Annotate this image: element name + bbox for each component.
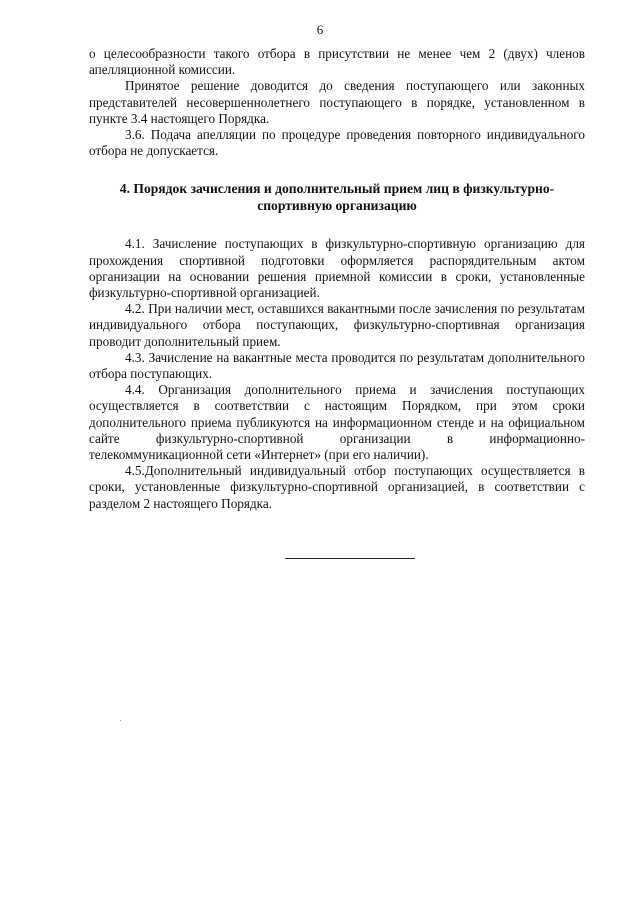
paragraph-decision: Принятое решение доводится до сведения поступающего или законных представителей несовершеннолетнего поступающего в порядке, установленном в пункте 3.4 настоящего Порядка.	[89, 78, 585, 126]
scan-speck	[120, 720, 121, 721]
paragraph-4-1: 4.1. Зачисление поступающих в физкультурно-спортивную организацию для прохождения спортивной подготовки оформляется распорядительным актом организации на основании решения приемной комиссии в сроки, установленные физкультурно-спортивной организацией.	[89, 236, 585, 301]
document-body	[89, 46, 585, 512]
paragraph-4-2: 4.2. При наличии мест, оставшихся вакантными после зачисления по результатам индивидуального отбора поступающих, физкультурно-спортивная организация проводит дополнительный прием.	[89, 301, 585, 349]
paragraph-3-6: 3.6. Подача апелляции по процедуре проведения повторного индивидуального отбора не допускается.	[89, 127, 585, 159]
end-of-document-rule	[285, 558, 415, 559]
section-heading: 4. Порядок зачисления и дополнительный прием лиц в физкультурно-спортивную организацию	[119, 181, 555, 214]
paragraph-4-4: 4.4. Организация дополнительного приема и зачисления поступающих осуществляется в соответствии с настоящим Порядком, при этом сроки дополнительного приема публикуются на информационном стенде и на официальном сайте физкультурно-спортивной организации в информационно-телекоммуникационной сети «Интернет» (при его наличии).	[89, 382, 585, 463]
page-number: 6	[316, 22, 324, 37]
paragraph-4-5: 4.5.Дополнительный индивидуальный отбор поступающих осуществляется в сроки, установленные физкультурно-спортивной организацией, в соответствии с разделом 2 настоящего Порядка.	[89, 463, 585, 511]
paragraph-continuation: о целесообразности такого отбора в присутствии не менее чем 2 (двух) членов апелляционной комиссии.	[89, 46, 585, 78]
paragraph-4-3: 4.3. Зачисление на вакантные места проводится по результатам дополнительного отбора поступающих.	[89, 349, 585, 382]
